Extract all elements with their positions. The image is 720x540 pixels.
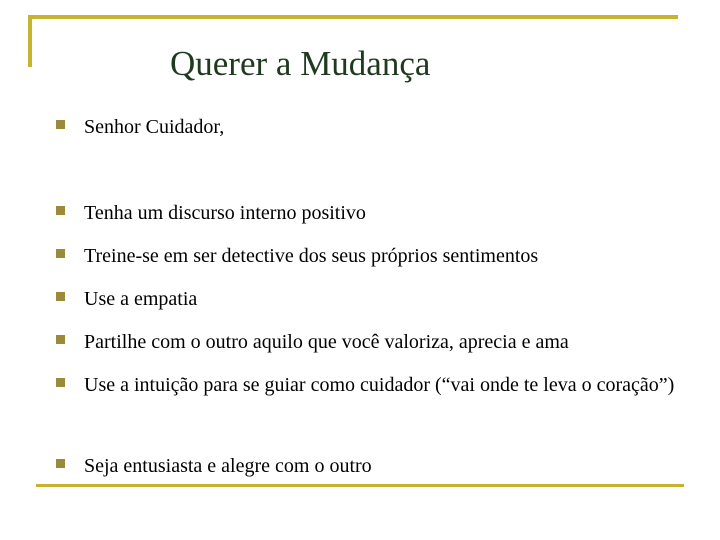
list-item <box>56 446 706 486</box>
list-item <box>56 193 706 233</box>
list-item-text: Use a intuição para se guiar como cuidador (“vai onde te leva o coração”) <box>84 374 675 396</box>
list-item-text: Treine-se em ser detective dos seus próprios sentimentos <box>84 245 539 267</box>
list-item <box>56 107 706 147</box>
square-bullet-icon <box>56 292 65 301</box>
square-bullet-icon <box>56 378 65 387</box>
list-item-text: Tenha um discurso interno positivo <box>84 202 366 224</box>
frame-top-rule <box>28 15 678 19</box>
list-item-text: Partilhe com o outro aquilo que você valoriza, aprecia e ama <box>84 331 569 353</box>
list-item-text: Senhor Cuidador, <box>84 116 225 138</box>
square-bullet-icon <box>56 335 65 344</box>
list-item <box>56 365 706 405</box>
list-item <box>56 279 706 319</box>
list-item-text: Seja entusiasta e alegre com o outro <box>84 455 372 477</box>
square-bullet-icon <box>56 206 65 215</box>
list-item-text: Use a empatia <box>84 288 198 310</box>
square-bullet-icon <box>56 249 65 258</box>
frame-bottom-rule <box>36 484 684 487</box>
square-bullet-icon <box>56 459 65 468</box>
slide-title: Querer a Mudança <box>170 44 431 83</box>
list-item <box>56 236 706 276</box>
square-bullet-icon <box>56 120 65 129</box>
list-item <box>56 322 706 362</box>
frame-left-rule <box>28 15 32 67</box>
